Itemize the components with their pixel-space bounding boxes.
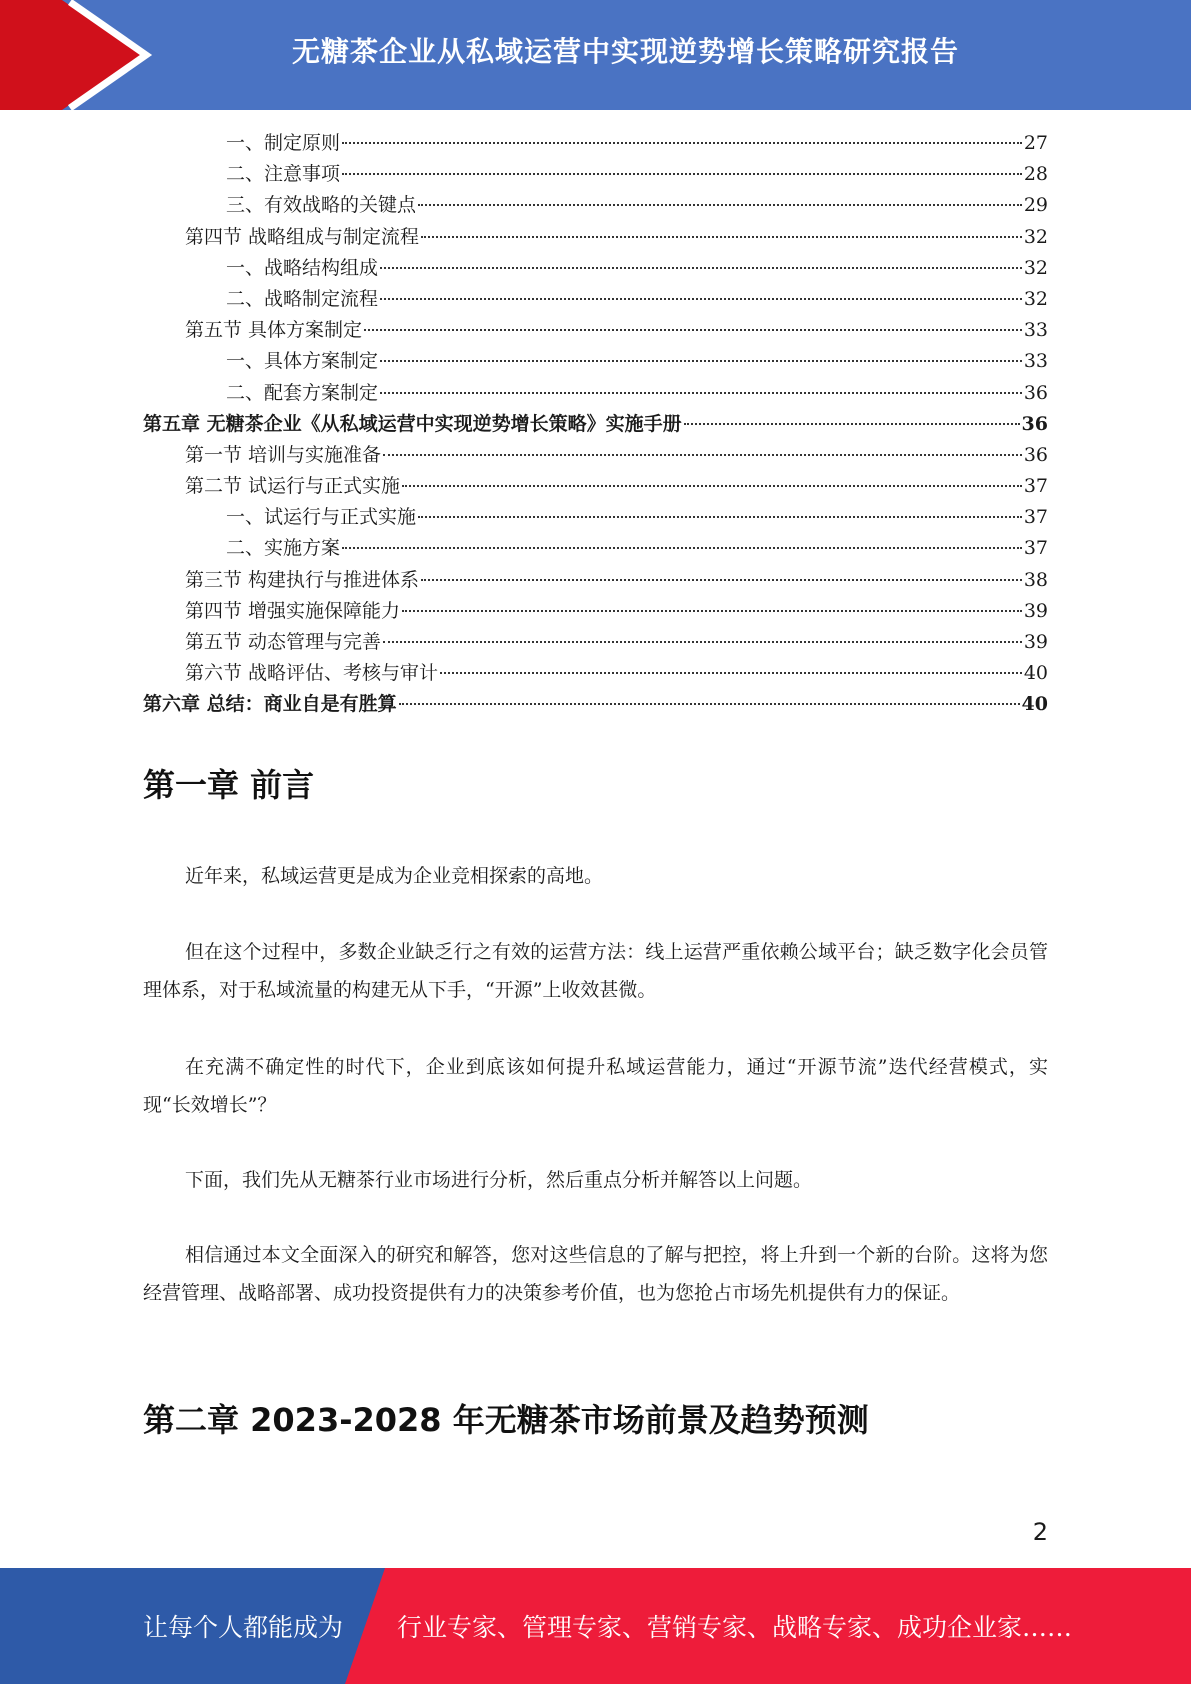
chapter1-paragraph: 但在这个过程中，多数企业缺乏行之有效的运营方法：线上运营严重依赖公域平台；缺乏数字化会员管理体系，对于私域流量的构建无从下手，“开源”上收效甚微。 — [143, 941, 1048, 1001]
toc-entry-title: 一、制定原则 — [226, 132, 341, 154]
page-header — [0, 0, 1191, 110]
toc-page-number: 32 — [1023, 287, 1048, 310]
toc-entry[interactable] — [143, 502, 1048, 533]
chapter1-paragraph: 相信通过本文全面深入的研究和解答，您对这些信息的了解与把控，将上升到一个新的台阶。这将为您经营管理、战略部署、成功投资提供有力的决策参考价值，也为您抢占市场先机提供有力的保证。 — [143, 1244, 1048, 1304]
toc-dot-leader — [399, 703, 1020, 705]
toc-entry[interactable] — [143, 346, 1048, 377]
toc-page-number: 39 — [1023, 599, 1048, 622]
toc-entry[interactable] — [143, 565, 1048, 596]
toc-entry[interactable] — [143, 315, 1048, 346]
toc-dot-leader — [364, 329, 1022, 331]
toc-page-number: 32 — [1023, 256, 1048, 279]
toc-entry-title: 一、具体方案制定 — [226, 350, 379, 373]
toc-page-number: 33 — [1023, 350, 1048, 373]
toc-page-number: 29 — [1023, 194, 1048, 217]
footer-slogan-left: 让每个人都能成为 — [143, 1613, 344, 1642]
toc-dot-leader — [421, 236, 1022, 238]
toc-dot-leader — [418, 516, 1022, 518]
toc-entry[interactable] — [143, 190, 1048, 221]
toc-entry[interactable] — [143, 253, 1048, 284]
toc-dot-leader — [418, 204, 1022, 206]
page-footer — [0, 1568, 1191, 1684]
toc-page-number: 27 — [1023, 132, 1048, 154]
toc-page-number: 36 — [1023, 443, 1048, 466]
toc-entry[interactable] — [143, 378, 1048, 409]
toc-entry-title: 二、配套方案制定 — [226, 381, 379, 404]
chapter1-paragraph: 下面，我们先从无糖茶行业市场进行分析，然后重点分析并解答以上问题。 — [185, 1169, 813, 1191]
toc-entry[interactable] — [143, 658, 1048, 689]
toc-entry-title: 第五节 动态管理与完善 — [185, 631, 382, 653]
toc-dot-leader — [342, 547, 1022, 549]
toc-page-number: 38 — [1023, 568, 1048, 591]
toc-page-number: 37 — [1023, 537, 1048, 560]
toc-dot-leader — [342, 173, 1022, 175]
toc-entry-title: 二、注意事项 — [226, 163, 341, 186]
toc-dot-leader — [402, 485, 1022, 487]
chapter1-paragraph: 在充满不确定性的时代下，企业到底该如何提升私域运营能力，通过“开源节流”迭代经营模式，实现“长效增长”？ — [143, 1056, 1048, 1116]
toc-dot-leader — [380, 392, 1022, 394]
toc-dot-leader — [342, 142, 1022, 144]
toc-entry-title: 第四节 增强实施保障能力 — [185, 599, 401, 622]
toc-entry[interactable] — [143, 409, 1048, 440]
toc-entry-title: 三、有效战略的关键点 — [226, 194, 417, 217]
toc-dot-leader — [383, 454, 1022, 456]
toc-entry-title: 一、试运行与正式实施 — [226, 506, 417, 529]
toc-dot-leader — [380, 298, 1022, 300]
toc-dot-leader — [402, 610, 1022, 612]
toc-entry-title: 二、战略制定流程 — [226, 287, 379, 310]
toc-entry-title: 第六章 总结：商业自是有胜算 — [143, 693, 397, 716]
toc-dot-leader — [440, 672, 1022, 674]
toc-entry[interactable] — [143, 533, 1048, 564]
toc-entry[interactable] — [143, 222, 1048, 253]
toc-dot-leader — [383, 641, 1022, 643]
toc-dot-leader — [684, 423, 1020, 425]
toc-dot-leader — [380, 267, 1022, 269]
chapter1-title: 第一章 前言 — [143, 766, 315, 804]
toc-entry-title: 第四节 战略组成与制定流程 — [185, 225, 420, 248]
toc-entry-title: 一、战略结构组成 — [226, 256, 379, 279]
toc-dot-leader — [380, 360, 1022, 362]
toc-page-number: 36 — [1023, 381, 1048, 404]
toc-page-number: 39 — [1023, 631, 1048, 653]
toc-entry-title: 第二节 试运行与正式实施 — [185, 475, 401, 498]
toc-entry[interactable] — [143, 128, 1048, 159]
toc-entry-title: 第六节 战略评估、考核与审计 — [185, 662, 439, 685]
toc-entry[interactable] — [143, 627, 1048, 658]
toc-page-number: 37 — [1023, 475, 1048, 498]
toc-entry[interactable] — [143, 689, 1048, 720]
toc-entry[interactable] — [143, 284, 1048, 315]
toc-entry-title: 第一节 培训与实施准备 — [185, 443, 382, 466]
toc-entry[interactable] — [143, 440, 1048, 471]
toc-page-number: 32 — [1023, 225, 1048, 248]
report-title: 无糖茶企业从私域运营中实现逆势增长策略研究报告 — [291, 35, 959, 68]
toc-dot-leader — [421, 579, 1022, 581]
toc-entry[interactable] — [143, 596, 1048, 627]
table-of-contents — [143, 128, 1048, 721]
toc-entry-title: 第三节 构建执行与推进体系 — [185, 568, 420, 591]
chapter2-title: 第二章 2023-2028 年无糖茶市场前景及趋势预测 — [143, 1401, 869, 1439]
page-number: 2 — [1032, 1518, 1048, 1546]
toc-page-number: 33 — [1023, 319, 1048, 342]
toc-entry[interactable] — [143, 471, 1048, 502]
chapter1-paragraph: 近年来，私域运营更是成为企业竞相探索的高地。 — [185, 865, 604, 887]
toc-entry-title: 第五章 无糖茶企业《从私域运营中实现逆势增长策略》实施手册 — [143, 412, 682, 435]
toc-entry-title: 二、实施方案 — [226, 537, 341, 560]
toc-page-number: 40 — [1021, 693, 1048, 716]
toc-page-number: 37 — [1023, 506, 1048, 529]
toc-entry[interactable] — [143, 159, 1048, 190]
toc-page-number: 28 — [1023, 163, 1048, 186]
toc-entry-title: 第五节 具体方案制定 — [185, 319, 363, 342]
footer-slogan-right: 行业专家、管理专家、营销专家、战略专家、成功企业家…… — [397, 1613, 1073, 1642]
toc-page-number: 40 — [1023, 662, 1048, 685]
toc-page-number: 36 — [1021, 412, 1048, 435]
